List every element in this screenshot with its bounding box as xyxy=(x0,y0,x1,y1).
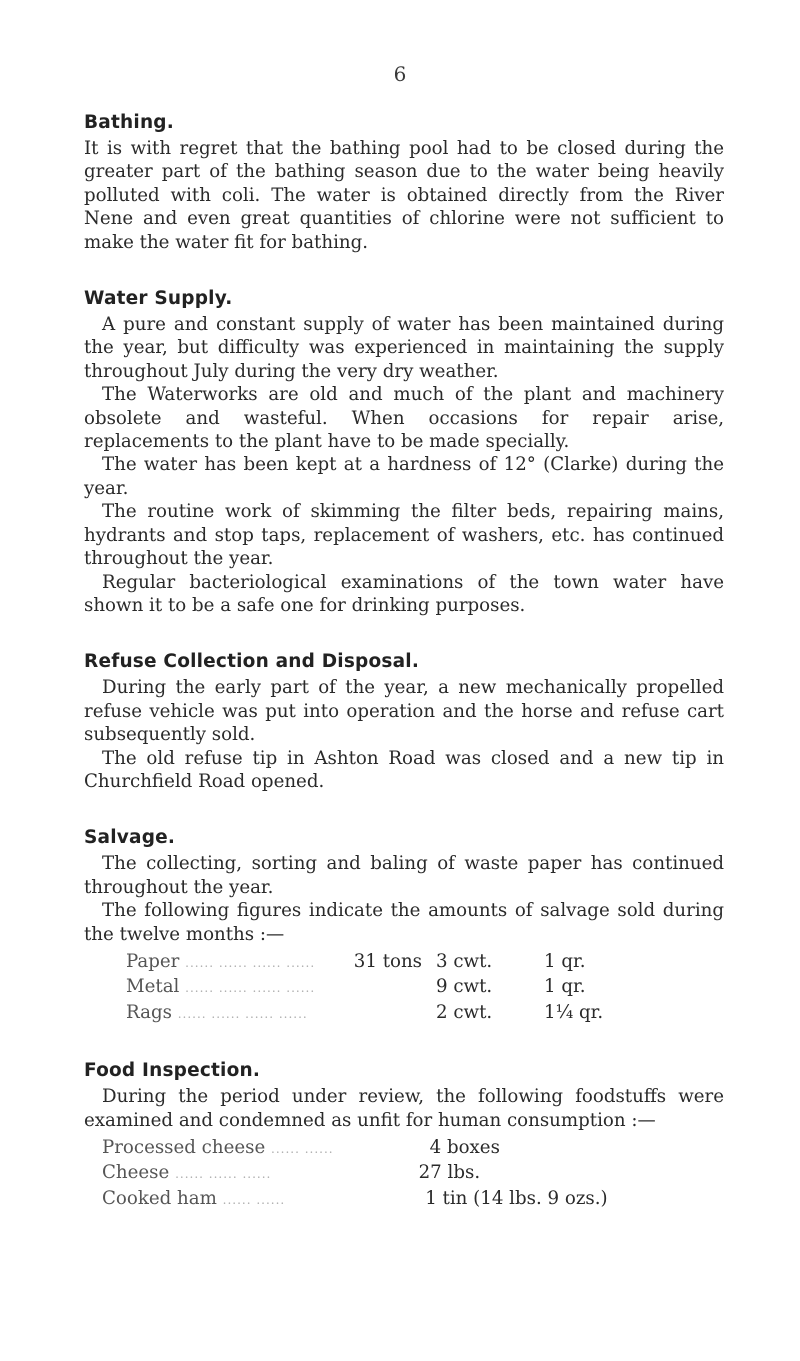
food-list xyxy=(102,1136,700,1212)
item-label: Processed cheese ...... ...... xyxy=(102,1137,334,1158)
food-paragraph: During the period under review, the following foodstuffs were examined and condemned as unfit for human consumption :— xyxy=(84,1086,724,1131)
heading-salvage: Salvage. xyxy=(84,827,176,849)
item-label: Metal ...... ...... ...... ...... xyxy=(126,976,316,998)
item-tons xyxy=(342,1001,436,1026)
list-item xyxy=(126,1001,724,1026)
refuse-paragraph: During the early part of the year, a new mechanically propelled refuse vehicle was put into operation and the horse and refuse cart subsequently sold. xyxy=(84,677,724,746)
item-label: Rags ...... ...... ...... ...... xyxy=(126,1001,308,1023)
section-water-supply xyxy=(84,288,724,617)
water-supply-paragraph: The Waterworks are old and much of the plant and machinery obsolete and wasteful. When occasions for repair arise, replacements to the plant have to be made specially. xyxy=(84,384,724,453)
water-supply-paragraph: The water has been kept at a hardness of 12° (Clarke) during the year. xyxy=(84,454,724,499)
item-qr: 1¼ qr. xyxy=(544,1001,604,1023)
list-item xyxy=(126,975,724,1000)
list-item xyxy=(102,1187,700,1212)
item-value: 4 boxes xyxy=(429,1137,500,1158)
list-item xyxy=(102,1136,700,1161)
heading-bathing: Bathing. xyxy=(84,112,174,133)
item-qr: 1 qr. xyxy=(544,950,586,972)
refuse-paragraph: The old refuse tip in Ashton Road was closed and a new tip in Churchfield Road opened. xyxy=(84,747,724,792)
page-number: 6 xyxy=(393,62,407,86)
salvage-paragraph: The collecting, sorting and baling of waste paper has continued throughout the year. xyxy=(84,853,724,898)
item-value: 27 lbs. xyxy=(418,1162,481,1184)
item-label: Cooked ham ...... ...... xyxy=(102,1187,286,1209)
page-content xyxy=(84,112,724,1246)
section-salvage xyxy=(84,827,724,1026)
item-label: Cheese ...... ...... ...... xyxy=(102,1162,272,1184)
water-supply-paragraph: The routine work of skimming the filter beds, repairing mains, hydrants and stop taps, replacement of washers, etc. has continued throughout the year. xyxy=(84,501,724,570)
heading-food-inspection: Food Inspection. xyxy=(84,1060,261,1082)
section-refuse xyxy=(84,651,724,793)
section-food-inspection xyxy=(84,1060,724,1212)
item-tons: 31 tons xyxy=(353,950,422,972)
heading-water-supply: Water Supply. xyxy=(84,288,233,310)
salvage-paragraph: The following figures indicate the amounts of salvage sold during the twelve months :— xyxy=(84,900,724,945)
item-cwt: 2 cwt. xyxy=(436,1001,493,1023)
heading-refuse: Refuse Collection and Disposal. xyxy=(84,651,420,673)
item-tons xyxy=(342,975,436,1000)
list-item xyxy=(102,1161,700,1186)
item-qr: 1 qr. xyxy=(544,976,586,998)
item-cwt: 3 cwt. xyxy=(436,950,493,972)
item-label: Paper ...... ...... ...... ...... xyxy=(126,950,316,972)
list-item xyxy=(126,950,724,975)
water-supply-paragraph: Regular bacteriological examinations of the town water have shown it to be a safe one for drinking purposes. xyxy=(84,571,724,616)
bathing-paragraph: It is with regret that the bathing pool had to be closed during the greater part of the bathing season due to the water being heavily polluted with coli. The water is obtained directly from the River Nene and even great quantities of chlorine were not sufficient to make the water fit for bathing. xyxy=(84,138,724,253)
water-supply-paragraph: A pure and constant supply of water has been maintained during the year, but difficulty was experienced in maintaining the supply throughout July during the very dry weather. xyxy=(84,314,724,382)
salvage-list xyxy=(126,950,724,1026)
item-value: 1 tin (14 lbs. 9 ozs.) xyxy=(425,1187,608,1209)
item-cwt: 9 cwt. xyxy=(436,976,493,998)
section-bathing xyxy=(84,112,724,254)
